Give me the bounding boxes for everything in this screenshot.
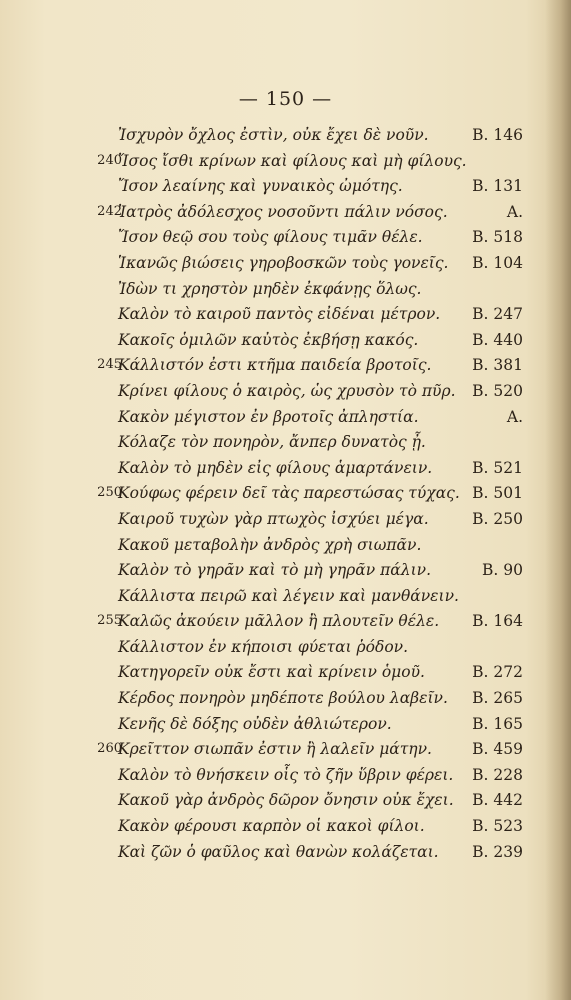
line-number: 242 <box>97 203 122 219</box>
source-reference: B. 239 <box>472 842 523 861</box>
verse-line <box>0 559 571 585</box>
verse-line <box>0 303 571 329</box>
source-reference: B. 146 <box>472 126 523 144</box>
source-reference: B. 165 <box>472 714 523 733</box>
source-reference: B. 442 <box>472 791 523 810</box>
verse-line <box>0 278 571 304</box>
source-reference: B. 381 <box>472 356 523 375</box>
verse-line <box>0 636 571 662</box>
verse-text: Κέρδος πονηρὸν μηδέποτε βούλου λαβεῖν. <box>118 689 448 708</box>
verse-text: Ἴσον λεαίνης καὶ γυναικὸς ὠμότης. <box>118 177 403 196</box>
verse-text: Κόλαζε τὸν πονηρὸν, ἄνπερ δυνατὸς ᾖ. <box>118 433 426 452</box>
source-reference: B. 131 <box>472 177 523 196</box>
source-reference: B. 247 <box>472 305 523 324</box>
verse-line <box>0 610 571 636</box>
verse-text: Κενῆς δὲ δόξης οὐδὲν ἀθλιώτερον. <box>118 714 392 733</box>
source-reference: B. 521 <box>472 458 523 477</box>
verse-line <box>0 380 571 406</box>
verse-line <box>0 124 571 150</box>
verse-list <box>0 124 571 866</box>
verse-line <box>0 841 571 867</box>
verse-line <box>0 534 571 560</box>
line-number: 240 <box>97 152 122 168</box>
verse-text: Κάλλιστον ἐν κήποισι φύεται ῥόδον. <box>118 637 409 656</box>
verse-text: Κρίνει φίλους ὁ καιρὸς, ὡς χρυσὸν τὸ πῦρ. <box>118 381 456 400</box>
source-reference: B. 90 <box>482 561 523 580</box>
verse-text: Κακὸν μέγιστον ἐν βροτοῖς ἀπληστία. <box>118 407 419 426</box>
source-reference: B. 250 <box>472 509 523 528</box>
verse-text: Καλὸν τὸ μηδὲν εἰς φίλους ἁμαρτάνειν. <box>118 458 433 477</box>
source-reference: B. 459 <box>472 740 523 759</box>
verse-line <box>0 329 571 355</box>
verse-line <box>0 226 571 252</box>
line-number: 255 <box>97 613 122 629</box>
verse-text: Κρεῖττον σιωπᾶν ἐστιν ἢ λαλεῖν μάτην. <box>118 740 432 759</box>
line-number: 260 <box>97 741 122 757</box>
line-number: 250 <box>97 485 122 501</box>
line-number: 245 <box>97 357 122 373</box>
verse-text: Κακοῦ μεταβολὴν ἀνδρὸς χρὴ σιωπᾶν. <box>118 535 422 554</box>
source-reference: B. 523 <box>472 817 523 836</box>
verse-line <box>0 585 571 611</box>
verse-text: Ἴσον θεῷ σου τοὺς φίλους τιμᾶν θέλε. <box>118 228 423 247</box>
verse-line <box>0 687 571 713</box>
verse-line <box>0 150 571 176</box>
source-reference: B. 440 <box>472 330 523 349</box>
source-reference: B. 228 <box>472 765 523 784</box>
verse-text: Καλὸν τὸ θνήσκειν οἷς τὸ ζῆν ὕβριν φέρει. <box>118 765 454 784</box>
verse-text: Κακὸν φέρουσι καρπὸν οἱ κακοὶ φίλοι. <box>118 817 425 836</box>
verse-line <box>0 431 571 457</box>
verse-line <box>0 764 571 790</box>
source-reference: B. 501 <box>472 484 523 503</box>
verse-text: Καιροῦ τυχὼν γὰρ πτωχὸς ἰσχύει μέγα. <box>118 509 429 528</box>
verse-line <box>0 661 571 687</box>
source-reference: A. <box>506 202 523 221</box>
verse-line <box>0 201 571 227</box>
verse-text: Καλῶς ἀκούειν μᾶλλον ἢ πλουτεῖν θέλε. <box>118 612 440 631</box>
verse-text: Ἱκανῶς βιώσεις γηροβοσκῶν τοὺς γονεῖς. <box>118 253 449 272</box>
verse-line <box>0 713 571 739</box>
source-reference: B. 104 <box>472 253 523 272</box>
verse-line <box>0 789 571 815</box>
verse-text: Ἰατρὸς ἀδόλεσχος νοσοῦντι πάλιν νόσος. <box>118 202 448 221</box>
verse-line <box>0 482 571 508</box>
verse-line <box>0 406 571 432</box>
verse-text: Καὶ ζῶν ὁ φαῦλος καὶ θανὼν κολάζεται. <box>118 842 439 861</box>
verse-text: Κακοῦ γὰρ ἀνδρὸς δῶρον ὄνησιν οὐκ ἔχει. <box>118 791 454 810</box>
verse-line <box>0 354 571 380</box>
source-reference: B. 164 <box>472 612 523 631</box>
verse-text: Κάλλιστα πειρῶ καὶ λέγειν καὶ μανθάνειν. <box>118 586 459 605</box>
verse-line <box>0 508 571 534</box>
source-reference: B. 265 <box>472 689 523 708</box>
verse-text: Καλὸν τὸ καιροῦ παντὸς εἰδέναι μέτρον. <box>118 305 441 324</box>
verse-line <box>0 457 571 483</box>
page-number: — 150 — <box>238 88 333 110</box>
verse-text: Κακοῖς ὁμιλῶν καὐτὸς ἐκβήσῃ κακός. <box>118 330 419 349</box>
verse-text: Κούφως φέρειν δεῖ τὰς παρεστώσας τύχας. <box>118 484 460 503</box>
verse-line <box>0 815 571 841</box>
verse-text: Ἴσος ἴσθι κρίνων καὶ φίλους καὶ μὴ φίλους. <box>118 151 467 170</box>
verse-text: Ἰσχυρὸν ὄχλος ἐστὶν, οὐκ ἔχει δὲ νοῦν. <box>118 126 429 144</box>
verse-line <box>0 175 571 201</box>
verse-text: Κάλλιστόν ἐστι κτῆμα παιδεία βροτοῖς. <box>118 356 432 375</box>
source-reference: B. 272 <box>472 663 523 682</box>
source-reference: B. 520 <box>472 381 523 400</box>
verse-line <box>0 252 571 278</box>
verse-text: Καλὸν τὸ γηρᾶν καὶ τὸ μὴ γηρᾶν πάλιν. <box>118 561 432 580</box>
verse-text: Ἰδὼν τι χρηστὸν μηδὲν ἐκφάνῃς ὅλως. <box>118 279 422 298</box>
source-reference: B. 518 <box>472 228 523 247</box>
source-reference: A. <box>506 407 523 426</box>
verse-line <box>0 738 571 764</box>
verse-text: Κατηγορεῖν οὐκ ἔστι καὶ κρίνειν ὁμοῦ. <box>118 663 425 682</box>
